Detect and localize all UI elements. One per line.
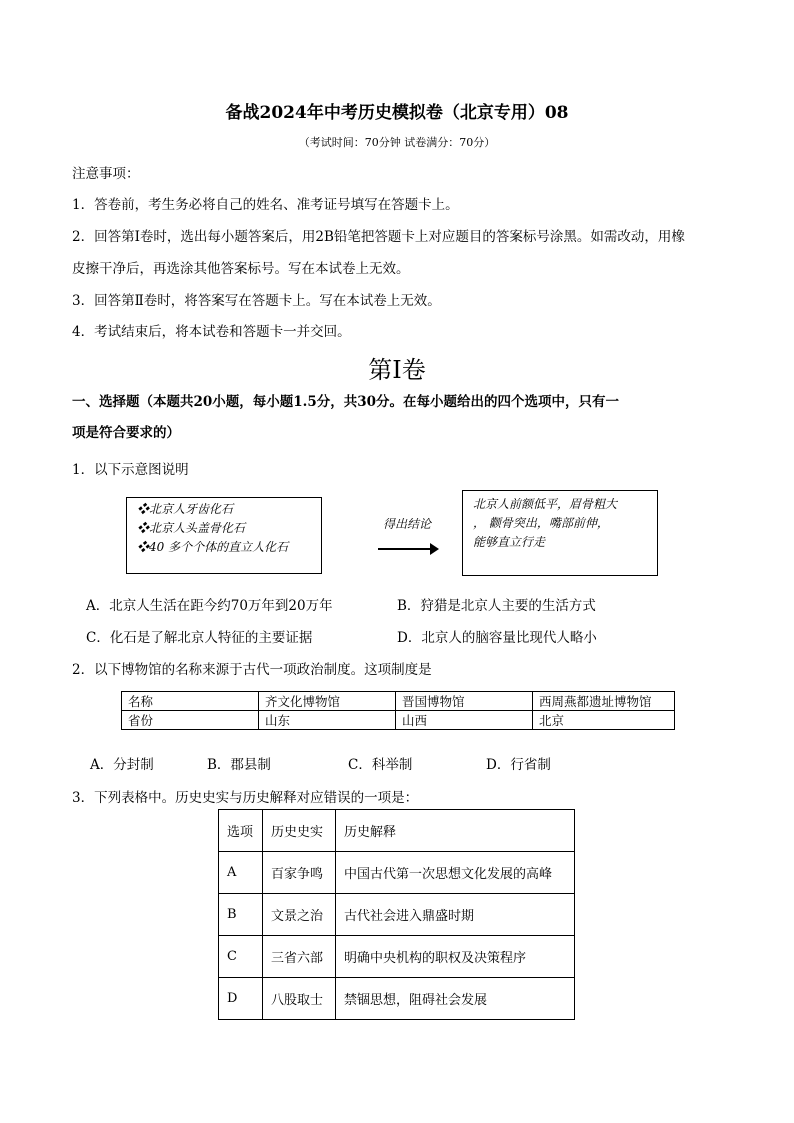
table-header-cell: 历史史实 <box>263 810 336 852</box>
evidence-box <box>126 497 322 574</box>
table-cell: 山西 <box>396 711 533 730</box>
table-header-cell: 选项 <box>219 810 263 852</box>
table-cell: 名称 <box>122 692 259 711</box>
table-header-cell: 历史解释 <box>336 810 575 852</box>
q2-option-c[interactable]: C．科举制 <box>348 757 413 773</box>
table-cell: 省份 <box>122 711 259 730</box>
evidence-item: ❖40 多个个体的直立人化石 <box>137 540 289 554</box>
evidence-item: ❖北京人牙齿化石 <box>137 502 234 516</box>
conclusion-line: 能够直立行走 <box>473 535 546 549</box>
history-table <box>218 809 575 1020</box>
question-2-stem: 2．以下博物馆的名称来源于古代一项政治制度。这项制度是 <box>72 662 432 678</box>
table-cell: 禁锢思想，阻碍社会发展 <box>336 978 575 1020</box>
exam-info: （考试时间：70分钟 试卷满分：70分） <box>298 136 496 149</box>
table-row <box>219 852 575 894</box>
table-cell: 山东 <box>259 711 396 730</box>
evidence-item: ❖北京人头盖骨化石 <box>137 521 246 535</box>
museum-table <box>121 691 675 730</box>
table-cell: 三省六部 <box>263 936 336 978</box>
arrow-icon <box>378 548 432 550</box>
section-title: 第Ⅰ卷 <box>368 356 426 384</box>
page-title: 备战2024年中考历史模拟卷（北京专用）08 <box>225 103 569 123</box>
table-cell: D <box>219 978 263 1020</box>
arrowhead-icon <box>430 543 439 555</box>
q1-option-d[interactable]: D．北京人的脑容量比现代人略小 <box>397 630 597 646</box>
notice-heading: 注意事项： <box>72 166 140 182</box>
table-row <box>219 894 575 936</box>
question-3-stem: 3．下列表格中。历史史实与历史解释对应错误的一项是： <box>72 790 419 806</box>
notice-item: 2．回答第Ⅰ卷时，选出每小题答案后，用2B铅笔把答题卡上对应题目的答案标号涂黑。如需改动，用橡 <box>72 229 685 245</box>
table-cell: 西周燕都遗址博物馆 <box>533 692 675 711</box>
table-cell: 百家争鸣 <box>263 852 336 894</box>
section-instruction: 一、选择题（本题共20小题，每小题1.5分，共30分。在每小题给出的四个选项中，只有一 <box>72 394 620 410</box>
q2-option-d[interactable]: D．行省制 <box>486 757 551 773</box>
q1-option-a[interactable]: A．北京人生活在距今约70万年到20万年 <box>86 598 333 614</box>
table-row <box>122 692 675 711</box>
question-1-stem: 1．以下示意图说明 <box>72 462 189 478</box>
table-cell: C <box>219 936 263 978</box>
table-cell: 古代社会进入鼎盛时期 <box>336 894 575 936</box>
table-cell: 齐文化博物馆 <box>259 692 396 711</box>
notice-item: 4．考试结束后，将本试卷和答题卡一并交回。 <box>72 324 351 340</box>
table-row <box>219 978 575 1020</box>
conclusion-box <box>462 490 658 576</box>
conclusion-line: 北京人前额低平，眉骨粗大 <box>473 497 618 511</box>
table-header-row <box>219 810 575 852</box>
table-cell: 中国古代第一次思想文化发展的高峰 <box>336 852 575 894</box>
table-row <box>122 711 675 730</box>
table-cell: A <box>219 852 263 894</box>
table-cell: 八股取士 <box>263 978 336 1020</box>
q2-option-b[interactable]: B．郡县制 <box>207 757 271 773</box>
table-cell: 明确中央机构的职权及决策程序 <box>336 936 575 978</box>
notice-item: 皮擦干净后，再选涂其他答案标号。写在本试卷上无效。 <box>72 261 410 277</box>
q2-option-a[interactable]: A．分封制 <box>90 757 154 773</box>
arrow-label: 得出结论 <box>383 517 432 531</box>
section-instruction: 项是符合要求的） <box>72 425 180 441</box>
table-cell: B <box>219 894 263 936</box>
q1-option-b[interactable]: B．狩猎是北京人主要的生活方式 <box>397 598 596 614</box>
table-cell: 晋国博物馆 <box>396 692 533 711</box>
notice-item: 3．回答第Ⅱ卷时，将答案写在答题卡上。写在本试卷上无效。 <box>72 293 441 309</box>
table-cell: 北京 <box>533 711 675 730</box>
table-row <box>219 936 575 978</box>
q1-option-c[interactable]: C．化石是了解北京人特征的主要证据 <box>86 630 313 646</box>
table-cell: 文景之治 <box>263 894 336 936</box>
conclusion-line: ， 颧骨突出，嘴部前伸， <box>473 516 609 530</box>
notice-item: 1．答卷前，考生务必将自己的姓名、准考证号填写在答题卡上。 <box>72 197 459 213</box>
